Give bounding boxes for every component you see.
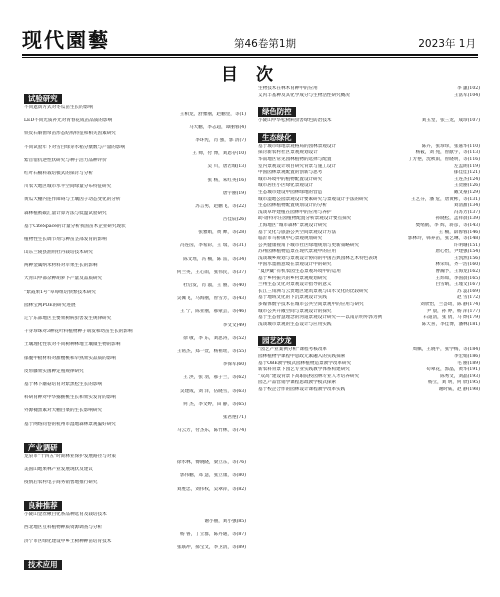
toc-entry[interactable] [258, 387, 480, 394]
toc-entry[interactable] [258, 164, 480, 171]
entry-authors-page: 樊绪鹤，李 辉，蒋彦，等(143) [415, 222, 480, 228]
entry-title: 基于网络问卷的杭州市湿地森林景观偏好研究 [24, 421, 116, 427]
toc-entry[interactable] [24, 329, 246, 342]
entry-title: 华南地区常见园林植物的选择与配置 [258, 156, 332, 162]
entry-authors-page: 王凯然(156) [453, 255, 480, 261]
toc-entry[interactable] [258, 289, 480, 296]
entry-title: 两种金属纳米材料对苹果生长的影响 [24, 263, 98, 269]
toc-entry[interactable] [258, 93, 480, 100]
entry-title: “夏伊藏”有机农园生态景观环境中的运用 [258, 269, 341, 275]
entry-authors-page: 谢时威，赵 静(198) [438, 386, 480, 392]
entry-authors-page: 何兰英，王心雨，张伟民，等(37) [176, 269, 246, 275]
entry-title: 川农大地区城市水平空间绿量分布特征研究 [24, 184, 112, 190]
entry-title: 浅谈城市景观的生态设计与应用实践 [258, 321, 332, 327]
toc-entry[interactable] [24, 382, 246, 395]
entry-authors-page: 曹瀚予，王海龙(162) [435, 269, 480, 275]
entry-title: 浅谈草坪建植在园林中的应用与养护 [258, 209, 332, 215]
entry-authors-page: 郭伟鹏，邓 慧，张立康，等(80) [179, 473, 246, 479]
entry-title: 济宁市区绿化建设中乡土树种种苗培育技术 [24, 538, 112, 544]
entry-title: 植物性生长调节剂与种苗茎部发育的影响 [24, 236, 107, 242]
entry-title: “紫霞果1号”草莓组培快繁技术研究 [24, 289, 96, 295]
entry-title: 城市湿地公园景观设计要素研究与景观设计手法的研究 [258, 196, 369, 202]
toc-entry[interactable] [258, 236, 480, 243]
entry-authors-page: 左孟朗(119) [453, 163, 480, 169]
toc-entry[interactable] [258, 269, 480, 276]
toc-entry[interactable] [258, 361, 480, 368]
entry-title: 黄瓜大棚内连作障碍与土壤因子动态变化的分析 [24, 197, 121, 203]
toc-entry[interactable] [24, 539, 246, 552]
entry-title: “双高”建设背景下高职院校园林专业人才培养研究 [258, 373, 360, 379]
issue-date: 2023年 1月 [418, 38, 476, 50]
entry-title: LED不同光质补光对青春花成苗品质的影响 [24, 118, 113, 124]
toc-entry[interactable] [24, 369, 246, 382]
entry-authors-page: 石道清，张 倩，马 烨(179) [423, 315, 480, 321]
section-heading: 产业调研 [24, 443, 62, 453]
entry-title: 生物技术在林木育种中的应用 [258, 86, 318, 91]
entry-title: 铁皮石斛窗帘苗形态结构特征和相关因素研究 [24, 131, 116, 137]
entry-title: 基于校企合作的园林设计课程教学改革实践 [258, 386, 346, 392]
toc-entry[interactable] [258, 256, 480, 263]
entry-title: 外源褪黑素对大棚白菜的生长影响研究 [24, 408, 103, 414]
entry-authors-page: 李环宪，肖 强，郭 清(7) [195, 137, 246, 143]
entry-authors-page: 何 杰，李文婷，田 静，等(65) [183, 401, 246, 407]
entry-authors-page: 杨筱，刘 苑，曾献宇，等(113) [415, 150, 480, 156]
entry-authors-page: 刘清甜(134) [453, 203, 480, 209]
entry-authors-page: 李保军(60) [222, 362, 246, 368]
entry-title: 园艺产品营销学课程思政教学模式探索 [258, 380, 337, 386]
entry-title: 千芽珍珠对3种花叶科植物种子萌发和幼苗生长的影响 [24, 329, 133, 335]
toc-entry[interactable] [258, 347, 480, 354]
toc-entry[interactable] [258, 249, 480, 256]
journal-logo: 现代園藝 [22, 28, 110, 52]
entry-title: 城市环境中的植物配置设计研究 [258, 176, 323, 182]
toc-entry[interactable] [258, 282, 480, 289]
entry-authors-page: 刘玉堂，张三龙，成珍(107) [421, 118, 480, 124]
entry-authors-page: 吴 川，唐若城(13) [207, 164, 246, 170]
entry-authors-page: 张雅娟，黄 婵，等(28) [198, 230, 246, 236]
entry-authors-page: 王炜如，李国晨(165) [435, 275, 480, 281]
entry-authors-page: 苏 蕊(169) [456, 288, 480, 294]
entry-title: 苏州园林植物造景在现代景观中的应用 [258, 249, 337, 255]
entry-authors-page: 徐水林，傅晓晓，梁立东，等(76) [176, 460, 246, 466]
toc-entry[interactable] [24, 395, 246, 408]
entry-title: 新农科背景下园艺专业实践教学体系构建研究 [258, 367, 350, 373]
entry-authors-page: 李宏娟(186) [453, 354, 480, 359]
toc-entry[interactable] [24, 197, 246, 210]
entry-authors-page: 王 宁，陈亚丽，郝蒙芸，等(46) [179, 309, 246, 315]
entry-authors-page: 陈卉，张珍珍，张嘉华(110) [421, 143, 480, 149]
entry-authors-page: 李文文(49) [222, 322, 246, 328]
entry-authors-page: 张 杨，朱红英(16) [207, 177, 246, 183]
entry-title: 生态园林植物配置规划设计的分析 [258, 203, 327, 209]
entry-authors-page: 张联冲，郝宝文，李卫清，等(89) [176, 545, 246, 551]
toc-entry[interactable] [24, 408, 246, 421]
toc-title: 目 次 [221, 65, 279, 85]
entry-title: “园艺产业案例分析”课程考核改革 [258, 347, 328, 353]
entry-title: 基于城市绿地景观格局的园林景观设计 [258, 143, 337, 149]
entry-authors-page: 杨立，刘 明，何 欣(195) [427, 380, 480, 386]
section-heading: 试验研究 [24, 94, 62, 104]
toc-column-right [258, 86, 480, 394]
entry-title: 基于CiteSpace的计量分析我国苗木企业研究现状 [24, 223, 126, 229]
entry-title: 中国水墨画意境在景观设计中的研究 [258, 262, 332, 268]
journal-header [22, 22, 480, 58]
toc-entry[interactable] [24, 342, 246, 355]
entry-authors-page: 马云芳，付杰乐，陈竹林，等(74) [176, 428, 246, 434]
entry-title: 基于生态智慧理念的河道景观设计研究——以南京明外郭为例 [258, 315, 383, 321]
toc-entry[interactable] [24, 276, 246, 289]
header-rule-thick [22, 54, 478, 56]
section-heading: 园艺沙龙 [258, 336, 296, 346]
toc-entry[interactable] [24, 467, 246, 480]
entry-title: 城市公共开敞空间与景观设计的探究 [258, 308, 332, 314]
entry-title: 艾丙丰基种及其化学成分与生物活性研究概况 [258, 92, 350, 98]
entry-title: 园林宝网POE的研究进展 [24, 302, 76, 308]
toc-entry[interactable] [258, 354, 480, 361]
entry-authors-page: 刘欣怡，兰荟琦，陈 静(174) [420, 302, 480, 308]
entry-title: 美国山地果林产业发展现状及建议 [24, 466, 93, 472]
entry-title: 西北地区豆科植物种质资源调查与分析 [24, 525, 103, 531]
entry-authors-page: 陈文瑶，冯 楠，陈 雷，等(34) [183, 256, 246, 262]
entry-title: 科研育种对中华猕猴桃生长和果实发育的影响 [24, 395, 116, 401]
toc-entry[interactable] [24, 158, 246, 171]
entry-title: 中国园林景观配置的创新与思考 [258, 170, 323, 176]
toc-entry[interactable] [258, 309, 480, 316]
entry-authors-page: 许明珊(151) [453, 242, 480, 248]
entry-title: 小陇山金丝楸白化系品种选育及栽培技术 [24, 512, 107, 518]
entry-authors-page: 王铭杰，郑一萱，杨祖瑶，等(55) [176, 348, 246, 354]
entry-title: 疫情后农村电子商务销售地推行研究 [24, 480, 98, 486]
toc-entry[interactable] [24, 263, 246, 276]
entry-authors-page: 苏言男，赵鹏飞，等(22) [195, 203, 246, 209]
entry-title: 长江三角洲与云贵地区建筑景观与山水文化的比较研究 [258, 288, 369, 294]
entry-title: 龙泉市“十四五”时期林业保护发展路径与对策 [24, 453, 116, 459]
toc-entry[interactable] [24, 480, 246, 493]
entry-authors-page: 吴建成，刘 洋，伍晓雪，等(63) [179, 388, 246, 394]
entry-authors-page: 古佳辰(26) [222, 217, 246, 223]
issue-number: 第46卷第1期 [234, 38, 297, 50]
entry-authors-page: 郭林玲，韩养苗，张艺琳，等(148) [407, 236, 480, 242]
toc-entry[interactable] [258, 157, 480, 164]
section-heading: 生态绿化 [258, 133, 296, 143]
entry-authors-page: 冯连茵，李希彩，王 瑞，等(31) [179, 243, 246, 249]
toc-entry[interactable] [258, 380, 480, 387]
entry-authors-page: 王 楠，薛蓉蓉(146) [438, 229, 480, 235]
entry-authors-page: 郁佳佳(121) [453, 170, 480, 176]
entry-authors-page: 张君艳(71) [222, 414, 246, 420]
entry-title: 山东兰陵县油用牡丹栽培技术研究 [24, 250, 93, 256]
toc-entry[interactable] [258, 118, 480, 125]
toc-entry[interactable] [258, 367, 480, 374]
entry-authors-page: 王贺丽(126) [453, 183, 480, 189]
entry-authors-page: 吴佩飞，马海丽，曾雪芳，等(43) [176, 296, 246, 302]
entry-title: 基于OBE教学模式园林植物造景教学改革研究 [258, 360, 352, 366]
toc-entry[interactable] [24, 211, 246, 224]
toc-entry[interactable] [258, 216, 480, 223]
toc-entry[interactable] [24, 356, 246, 369]
toc-entry[interactable] [24, 184, 246, 197]
toc-entry[interactable] [258, 210, 480, 217]
toc-entry[interactable] [24, 250, 246, 263]
section-heading: 绿色防控 [258, 107, 296, 117]
toc-entry[interactable] [258, 197, 480, 204]
toc-entry[interactable] [258, 183, 480, 190]
entry-authors-page: 陈秀文，刘晶(193) [440, 373, 480, 379]
toc-entry[interactable] [258, 230, 480, 237]
entry-authors-page: 谢小丽，刘小强(85) [204, 518, 246, 524]
entry-authors-page: 王 洪，张 羽，郝子兰，等(62) [183, 375, 246, 381]
header-rule-thin [22, 57, 478, 58]
entry-authors-page: 马大鹏，李志超，谭丽蓉(4) [188, 124, 246, 130]
toc-entry[interactable] [258, 150, 480, 157]
entry-title: 临沂市马桥镇中心景观规划研究 [258, 236, 323, 242]
toc-entry[interactable] [258, 295, 480, 302]
entry-authors-page: 孙晓松，孟祥晨(139) [435, 216, 480, 222]
toc-entry[interactable] [258, 243, 480, 250]
entry-title: 浅谈城乡规划与景观设计协同的中国古典园林艺术特色表现 [258, 255, 378, 261]
entry-title: 辽宁东部地区主要果树病虫害发生规律研究 [24, 316, 112, 321]
entry-authors-page: 杨 鲁，丁立群，陈丹通，等(87) [179, 532, 246, 538]
toc-entry[interactable] [258, 315, 480, 322]
toc-entry[interactable] [24, 303, 246, 316]
toc-entry[interactable] [24, 118, 246, 131]
toc-entry[interactable] [24, 145, 246, 158]
entry-authors-page: 唐宇丽(19) [222, 190, 246, 196]
toc-entry[interactable] [258, 190, 480, 197]
entry-authors-page: 陈天喜，李佳博，潘林(181) [421, 321, 480, 327]
toc-entry[interactable] [258, 203, 480, 210]
entry-authors-page: 王艺芬，潘 危，唐黄彬，等(131) [411, 196, 480, 202]
entry-authors-page: 白雪晴，王瑾文(167) [435, 282, 480, 288]
toc-entry[interactable] [24, 224, 246, 237]
toc-entry[interactable] [258, 276, 480, 283]
entry-title: 兰州生态文化对景观设计指导的意义 [258, 282, 332, 288]
entry-title: 基于林下蘑菇培育对紫黑松生长的影响 [24, 381, 103, 387]
section-heading: 良种推荐 [24, 501, 62, 511]
entry-title: 基于文化与旅游公共空间景观设计方法 [258, 229, 337, 235]
entry-title: 公共健康视角下城市社区绿地规划与更新策略研究 [258, 242, 360, 248]
toc-entry[interactable] [258, 374, 480, 381]
entry-authors-page: 毛 丽(189) [456, 360, 480, 366]
entry-title: 郁腹甲板材料对甜樱桃和早熟果实品质的影响 [24, 355, 116, 361]
entry-authors-page: 王富军(104) [453, 92, 480, 98]
entry-title: 助·谱特尔庄园植物配置分析景观设计要点探究 [258, 216, 352, 222]
entry-title: 紫苜蓿抗逆性状研究与种子活力品种评价 [24, 157, 107, 163]
entry-authors-page: 林荣琪，齐一浩(160) [435, 262, 480, 268]
toc-entry[interactable] [24, 290, 246, 303]
entry-title: 大青山中部杂种胡萝卜产量及品质研究 [24, 276, 103, 282]
entry-authors-page: 刘胜忠，刘伟权，吴翠萍，等(82) [176, 486, 246, 492]
entry-authors-page: 赵 雪(172) [456, 295, 480, 301]
toc-entry[interactable] [24, 131, 246, 144]
toc-entry[interactable] [258, 322, 480, 329]
toc-entry[interactable] [24, 105, 246, 118]
entry-authors-page: 王相龙，舒雅丽，赵鹏里，等(1) [179, 111, 246, 117]
toc-entry[interactable] [24, 316, 246, 329]
entry-title: 皮带藤果实菌种定殖规律研究 [24, 368, 84, 374]
entry-title: 不同遮荫方式对冬瓜苗生长的影响 [24, 105, 93, 110]
toc-entry[interactable] [24, 454, 246, 467]
entry-title: 土壤理化性状对不同树种林地土壤微生物的影响 [24, 342, 121, 348]
entry-authors-page: 丁芳艳，沈秋雨，曾晓明，等(116) [407, 156, 480, 162]
entry-authors-page: 戴文豪(129) [453, 189, 480, 195]
entry-authors-page: 杜启发，肖 淑，王 丽，等(40) [183, 283, 246, 289]
entry-authors-page: 李 蕙(102) [456, 86, 480, 91]
toc-entry[interactable] [24, 422, 246, 435]
entry-title: 探讨新农村社区景观规划设计 [258, 150, 318, 156]
entry-title: 多媒体数字技术在城市公共空间景观中的应用与研究 [258, 302, 364, 308]
entry-title: 生态城市建设中园林绿地的营造 [258, 189, 323, 195]
toc-entry[interactable] [258, 262, 480, 269]
entry-authors-page: 王 帅，付 博，刘恩存(10) [192, 151, 246, 157]
entry-title: 红叶石楠科栽培模式的探讨与分析 [24, 170, 93, 176]
entry-title: 园林植物学课程中思政元素融入的实践探索 [258, 354, 346, 359]
entry-title: 室内景观设计项目研究背景与施工设计 [258, 163, 337, 169]
entry-title: 基于地域文化的下沉景观设计实践 [258, 295, 327, 301]
toc-entry[interactable] [258, 177, 480, 184]
toc-entry[interactable] [258, 223, 480, 230]
toc-entry[interactable] [258, 302, 480, 309]
toc-entry[interactable] [24, 237, 246, 250]
toc-column-left [24, 86, 246, 571]
entry-title: 不同试验年下对雪白绿芽水稻分蘖数与产量的影响 [24, 144, 126, 150]
entry-authors-page: 冯苏芳(137) [453, 209, 480, 215]
entry-title: 小陇山中华松树病虫害绿色防治技术 [258, 118, 332, 124]
entry-authors-page: 唐心怡，尹建强(154) [435, 249, 480, 255]
entry-authors-page: 王连杰(124) [453, 176, 480, 182]
entry-title: 基于乡村振兴的乡村景观规划研究 [258, 275, 327, 281]
entry-title: 森林植被碳汇量计算方法与低温试验研究 [24, 210, 107, 216]
entry-authors-page: 周佩，王晓平，张学梅，等(184) [412, 347, 480, 353]
toc-entry[interactable] [24, 171, 246, 184]
toc-entry[interactable] [258, 86, 480, 93]
entry-authors-page: 苟翠花，郭晶，黄华(191) [426, 367, 480, 373]
toc-entry[interactable] [258, 144, 480, 151]
section-heading: 技术应用 [24, 560, 62, 570]
entry-title: 上海地区“城市森林”景观设计研究 [258, 222, 328, 228]
toc-entry[interactable] [24, 525, 246, 538]
entry-title: 城市居住小区绿化景观设计 [258, 183, 314, 189]
entry-authors-page: 徐 敬，李 东，刘思涛，等(52) [183, 335, 246, 341]
entry-authors-page: 尹 晨，孙 婷，杨 萍(177) [426, 308, 480, 314]
toc-entry[interactable] [24, 512, 246, 525]
toc-entry[interactable] [258, 170, 480, 177]
